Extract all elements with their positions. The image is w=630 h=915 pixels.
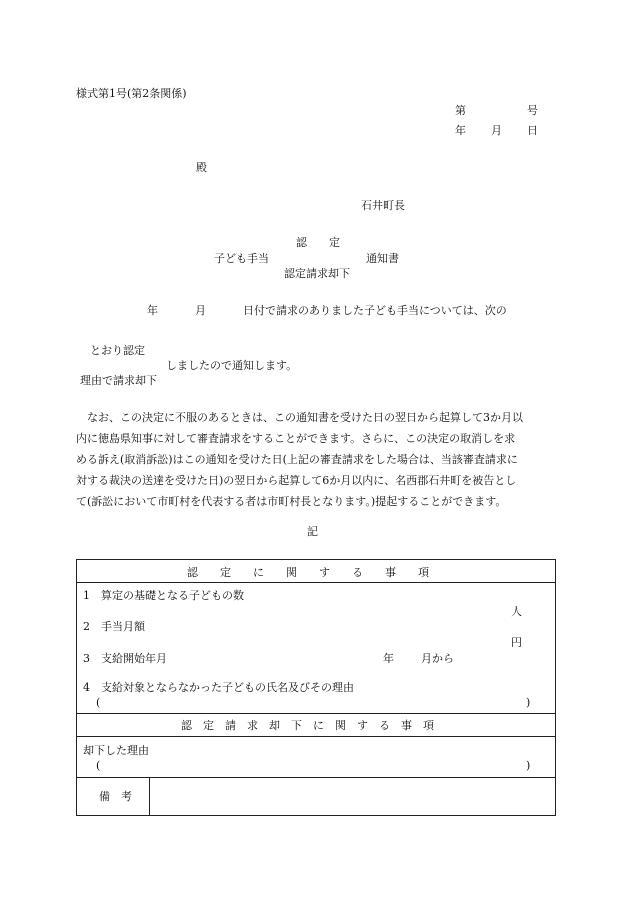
item4-open-paren: ( [96,696,101,709]
issuer: 石井町長 [361,199,405,212]
approval-section-header: 認 定 に 関 す る 事 項 [187,566,429,579]
remarks-label: 備 考 [99,790,132,803]
doc-number-suffix: 号 [527,104,538,117]
date-day: 日 [527,124,538,137]
item2-unit: 円 [511,636,522,649]
rejection-open-paren: ( [96,759,101,772]
item4-close-paren: ) [526,696,531,709]
divider [77,582,555,583]
title-right: 通知書 [366,252,399,265]
result-approve: とおり認定 [90,344,145,357]
divider [149,777,150,816]
divider [77,736,555,737]
title-top: 認 定 [296,236,340,249]
item2-label: 2 手当月額 [83,620,145,633]
item4-label: 4 支給対象とならなかった子どもの氏名及びその理由 [83,681,354,694]
item3-label: 3 支給開始年月 [83,652,167,665]
request-year: 年 [147,304,158,317]
request-month: 月 [195,304,206,317]
notice-line: める訴え(取消訴訟)はこの通知を受けた日(上記の審査請求をした場合は、当該審査請求に [76,453,518,466]
item3-from: 月から [421,652,454,665]
divider [77,713,555,714]
doc-number-prefix: 第 [455,104,466,117]
details-table [76,559,556,816]
appeal-notice [76,407,560,512]
notice-line: て(訴訟において市町村を代表する者は市町村長となります。)提起することができます。 [76,495,507,508]
form-number: 様式第1号(第2条関係) [76,87,187,100]
rejection-section-header: 認 定 請 求 却 下 に 関 す る 事 項 [181,719,434,732]
notice-line: 対する裁決の送達を受けた日)の翌日から起算して6か月以内に、名西郡石井町を被告とし [76,474,517,487]
item1-unit: 人 [511,605,522,618]
rejection-close-paren: ) [526,759,531,772]
addressee-honorific: 殿 [196,161,207,174]
result-middle: しましたので通知します。 [166,359,298,372]
title-bottom: 認定請求却下 [284,267,350,280]
result-reject: 理由で請求却下 [80,374,157,387]
notice-line: なお、この決定に不服のあるときは、この通知書を受けた日の翌日から起算して3か月以 [87,411,523,424]
item1-label: 1 算定の基礎となる子どもの数 [83,589,244,602]
item3-year: 年 [383,652,394,665]
date-month: 月 [491,124,502,137]
date-year: 年 [455,124,466,137]
request-text: 日付で請求のありました子ども手当については、次の [243,304,507,317]
ki-heading: 記 [307,525,318,538]
rejection-reason-label: 却下した理由 [83,744,149,757]
notice-line: 内に徳島県知事に対して審査請求をすることができます。さらに、この決定の取消しを求 [76,432,516,445]
title-left: 子ども手当 [214,252,269,265]
